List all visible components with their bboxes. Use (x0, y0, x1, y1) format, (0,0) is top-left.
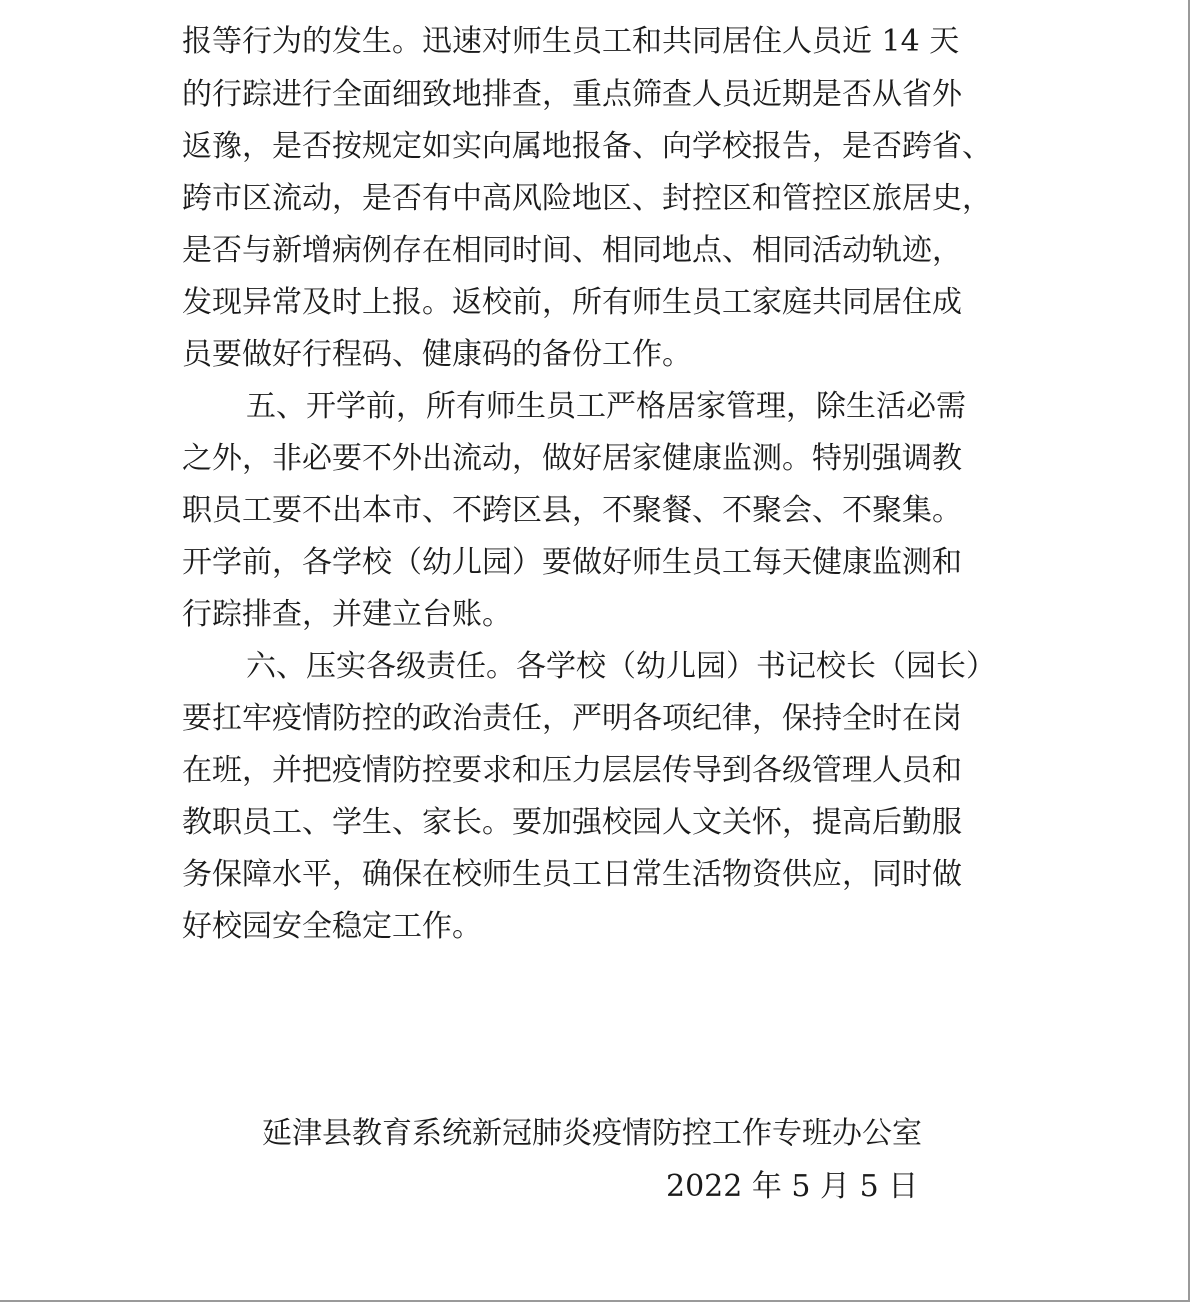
body-line: 返豫，是否按规定如实向属地报备、向学校报告，是否跨省、 (182, 129, 992, 164)
body-line: 要扛牢疫情防控的政治责任，严明各项纪律，保持全时在岗 (182, 701, 962, 736)
body-line: 报等行为的发生。迅速对师生员工和共同居住人员近 14 天 (182, 24, 960, 59)
body-line: 好校园安全稳定工作。 (182, 909, 482, 944)
paragraph-five-first-line: 五、开学前，所有师生员工严格居家管理，除生活必需 (246, 389, 966, 424)
body-line: 之外，非必要不外出流动，做好居家健康监测。特别强调教 (182, 441, 962, 476)
body-line: 务保障水平，确保在校师生员工日常生活物资供应，同时做 (182, 857, 962, 892)
body-line: 在班，并把疫情防控要求和压力层层传导到各级管理人员和 (182, 753, 962, 788)
issuing-office: 延津县教育系统新冠肺炎疫情防控工作专班办公室 (262, 1116, 922, 1151)
body-line: 教职员工、学生、家长。要加强校园人文关怀，提高后勤服 (182, 805, 962, 840)
body-line: 开学前，各学校（幼儿园）要做好师生员工每天健康监测和 (182, 545, 962, 580)
body-line: 是否与新增病例存在相同时间、相同地点、相同活动轨迹， (182, 233, 962, 268)
body-line: 行踪排查，并建立台账。 (182, 597, 512, 632)
body-line: 的行踪进行全面细致地排查，重点筛查人员近期是否从省外 (182, 77, 962, 112)
body-line: 职员工要不出本市、不跨区县，不聚餐、不聚会、不聚集。 (182, 493, 962, 528)
body-line: 员要做好行程码、健康码的备份工作。 (182, 337, 692, 372)
body-line: 跨市区流动，是否有中高风险地区、封控区和管控区旅居史， (182, 181, 992, 216)
issue-date: 2022 年 5 月 5 日 (666, 1169, 919, 1204)
body-line: 发现异常及时上报。返校前，所有师生员工家庭共同居住成 (182, 285, 962, 320)
paragraph-six-first-line: 六、压实各级责任。各学校（幼儿园）书记校长（园长） (246, 649, 996, 684)
